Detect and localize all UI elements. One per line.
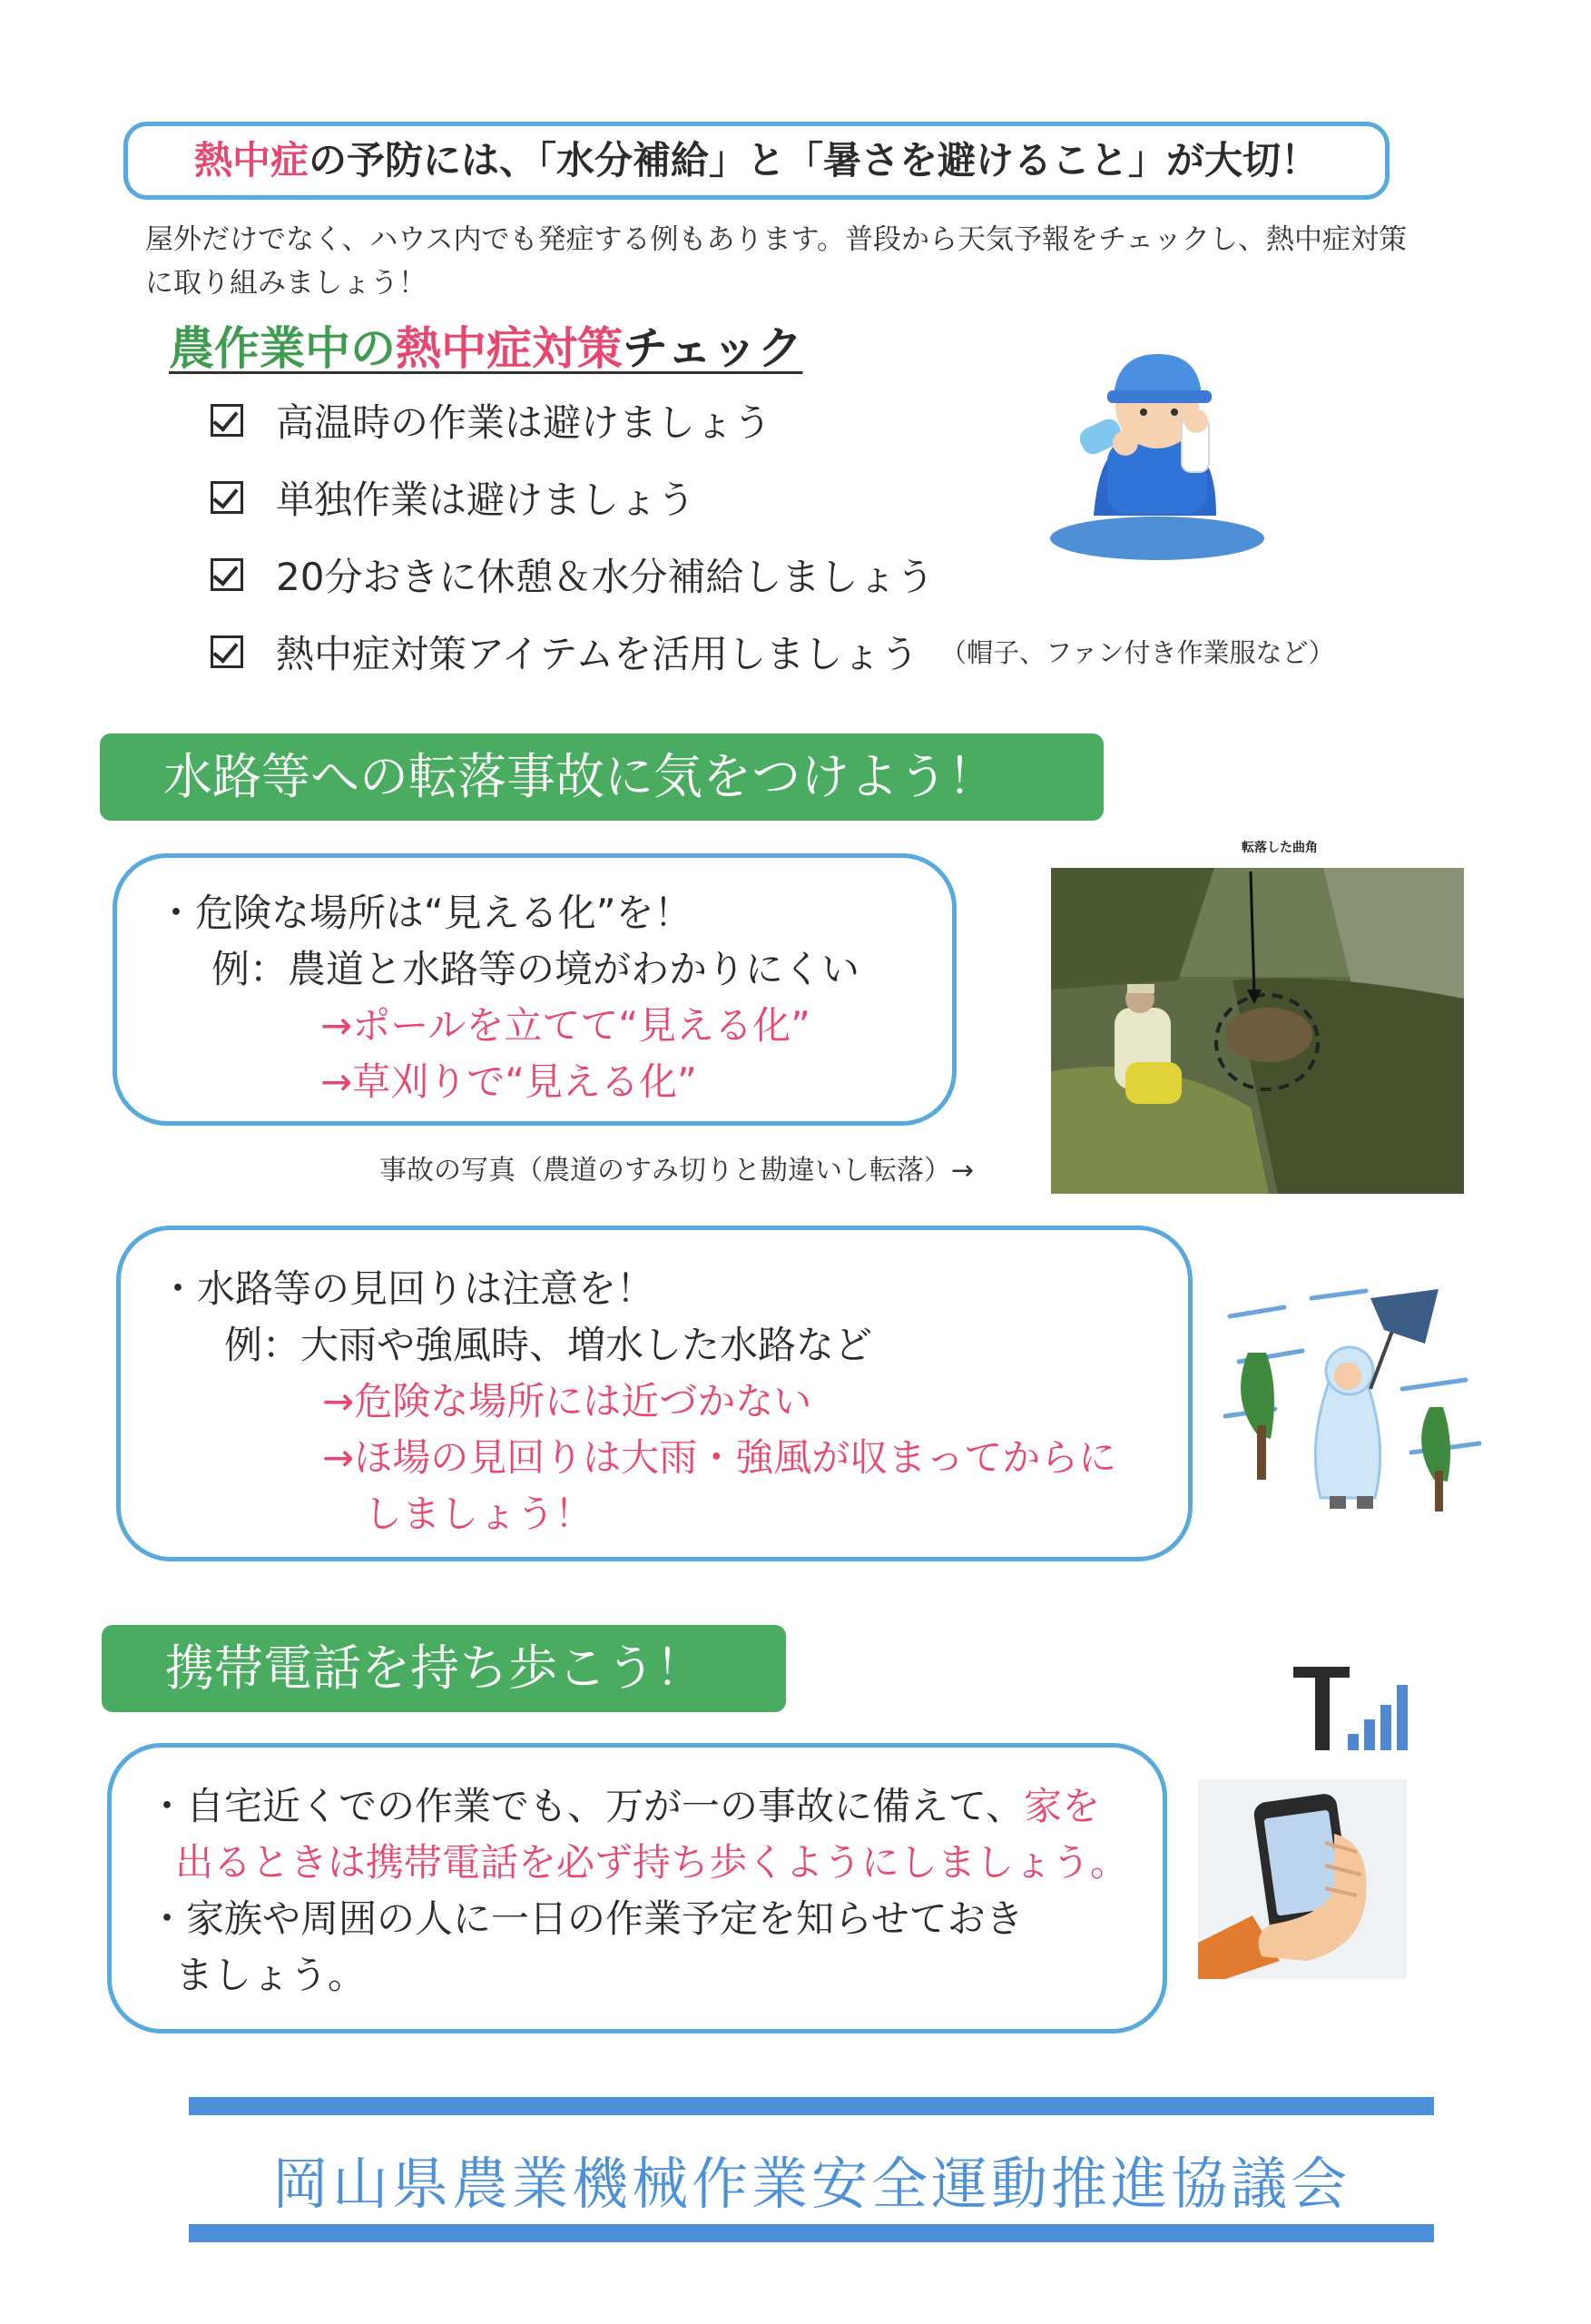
check-title-part4: チェック xyxy=(623,322,803,375)
storm-illustration xyxy=(1221,1280,1484,1516)
footer-bottom-bar xyxy=(189,2224,1434,2242)
phone-line: 出るときは携帯電話を必ず持ち歩くようにしましょう。 xyxy=(175,1840,1129,1885)
fall-box1-line: ・危険な場所は“見える化”を！ xyxy=(157,891,692,935)
signal-icon xyxy=(1293,1667,1413,1750)
phone-line: ・自宅近くでの作業でも、万が一の事故に備えて、 xyxy=(148,1784,1025,1828)
check-item-note: （帽子、ファン付き作業服など） xyxy=(940,637,1335,668)
accident-photo xyxy=(1051,835,1464,1194)
checkbox-icon xyxy=(211,558,243,591)
check-item-label: 熱中症対策アイテムを活用しましょう xyxy=(276,631,919,676)
banner-highlight: 熱中症 xyxy=(193,138,309,182)
check-item-label: 高温時の作業は避けましょう xyxy=(276,399,772,445)
phone-line: ・家族や周囲の人に一日の作業予定を知らせておき xyxy=(148,1896,1024,1941)
check-item xyxy=(211,613,1335,690)
check-title-part1: 農作業中 xyxy=(169,322,350,375)
fall-section-header: 水路等への転落事故に気をつけよう！ xyxy=(100,734,1104,821)
heat-intro: 屋外だけでなく、ハウス内でも発症する例もあります。普段から天気予報をチェックし、熱中症対策に取り組みましょう！ xyxy=(145,223,1408,300)
fall-box2-line: しましょう！ xyxy=(364,1492,594,1536)
fall-box2-line: →危険な場所には近づかない xyxy=(322,1379,812,1423)
banner-text: の予防には、「水分補給」と「暑さを避けること」が大切！ xyxy=(309,138,1320,182)
check-item-label: 単独作業は避けましょう xyxy=(276,477,696,522)
fall-box2-line: 例：大雨や強風時、増水した水路など xyxy=(224,1323,873,1367)
photo-label: 転落した曲角 xyxy=(1242,841,1318,855)
fall-box1-line: →ポールを立てて“見える化” xyxy=(320,1003,810,1048)
check-title xyxy=(169,320,803,378)
farmer-drinking-illustration xyxy=(1044,334,1266,561)
check-item-label: 20分おきに休憩＆水分補給しましょう xyxy=(276,554,935,599)
smartphone-illustration xyxy=(1198,1779,1407,1979)
heat-banner xyxy=(123,122,1390,200)
phone-line: ましょう。 xyxy=(175,1953,367,1997)
phone-info-box xyxy=(107,1743,1167,2034)
photo-caption: 事故の写真（農道のすみ切りと勘違いし転落）→ xyxy=(379,1155,975,1187)
fall-box2-line: →ほ場の見回りは大雨・強風が収まってからに xyxy=(322,1435,1117,1480)
fall-info-box-2 xyxy=(116,1226,1193,1561)
fall-box1-line: 例：農道と水路等の境がわかりにくい xyxy=(211,947,860,991)
fall-box1-line: →草刈りで“見える化” xyxy=(320,1059,697,1104)
checkbox-icon xyxy=(211,481,243,514)
checkbox-icon xyxy=(211,635,243,668)
footer-organization: 岡山県農業機械作業安全運動推進協議会 xyxy=(271,2151,1350,2217)
check-title-part2: の xyxy=(350,322,396,375)
fall-box2-line: ・水路等の見回りは注意を！ xyxy=(159,1266,655,1311)
check-title-part3: 熱中症対策 xyxy=(396,322,623,375)
footer-top-bar xyxy=(189,2097,1434,2115)
phone-section-header: 携帯電話を持ち歩こう！ xyxy=(102,1625,786,1712)
checkbox-icon xyxy=(211,404,243,437)
phone-line-highlight: 家を xyxy=(1024,1784,1101,1828)
fall-info-box-1 xyxy=(113,853,957,1126)
